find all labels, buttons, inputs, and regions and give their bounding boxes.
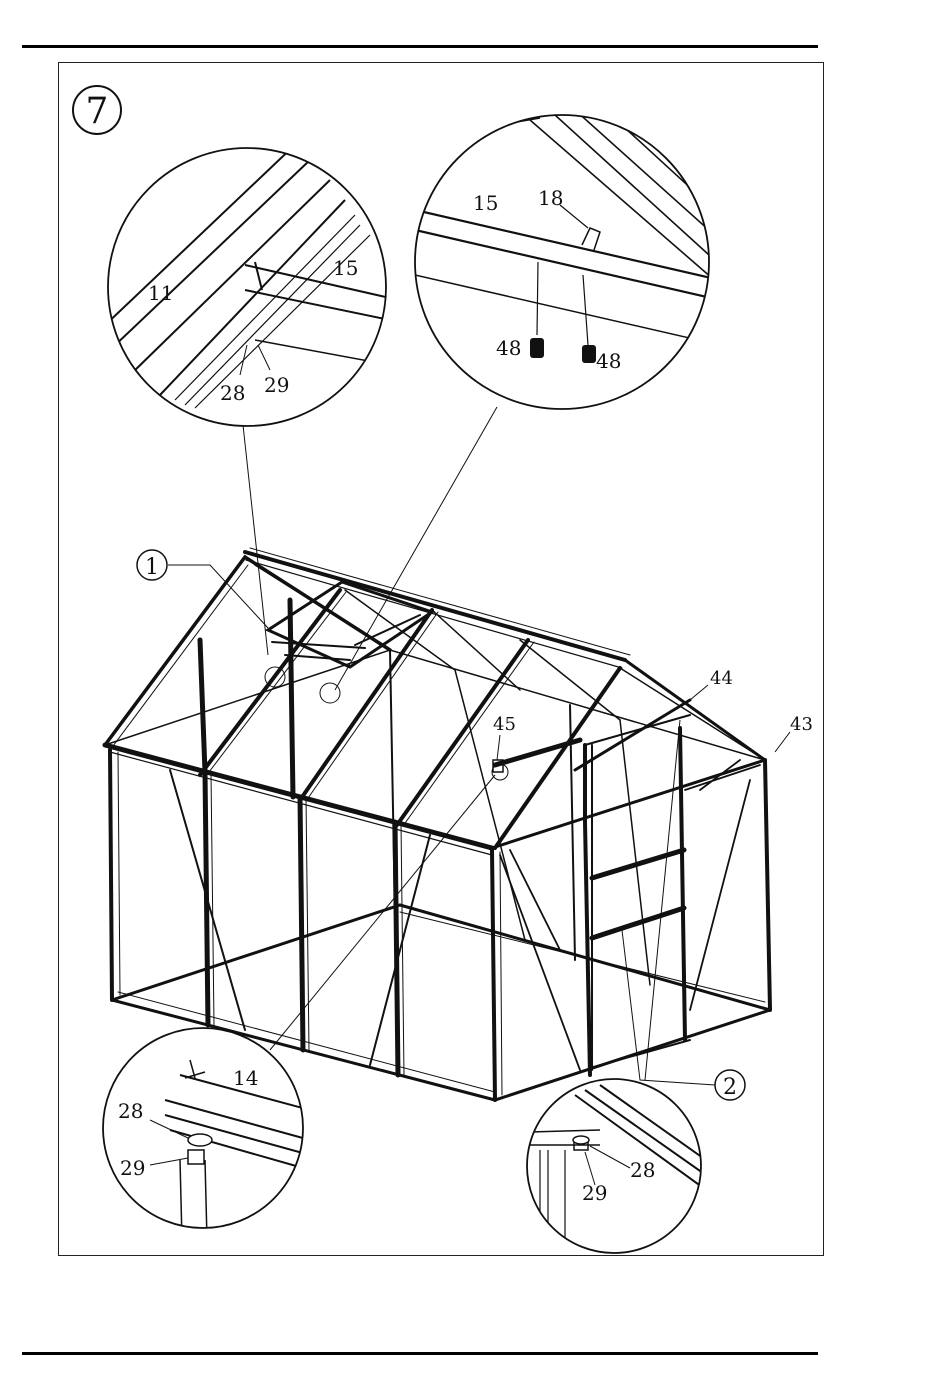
- step-number: 7: [85, 91, 109, 132]
- tr-label-15: 15: [473, 191, 499, 215]
- part-label-45: 45: [493, 714, 516, 735]
- part-label-43: 43: [790, 714, 813, 735]
- tr-label-18: 18: [538, 186, 564, 210]
- roof-vent-bar: [272, 642, 365, 660]
- ridge-top: [250, 548, 630, 655]
- bl-label-14: 14: [233, 1066, 259, 1090]
- eave-bracket: [495, 740, 580, 765]
- tl-label-29: 29: [264, 373, 290, 397]
- screw-icon: [530, 338, 544, 358]
- door-rails: [592, 850, 684, 938]
- ridge-bar-inner: [246, 560, 622, 668]
- door-bottom: [590, 1040, 690, 1068]
- tl-label-11: 11: [148, 281, 174, 305]
- leader-lines: [168, 407, 715, 1085]
- callout-bottom-right: [527, 1079, 720, 1260]
- bl-label-28: 28: [118, 1099, 144, 1123]
- marker-2-label: 2: [723, 1075, 737, 1100]
- part-label-44: 44: [710, 668, 733, 689]
- tr-label-48a: 48: [496, 336, 522, 360]
- door-frame: [585, 715, 690, 1070]
- detail-locators: [265, 667, 508, 780]
- marker-1: [137, 550, 167, 580]
- tl-label-15: 15: [333, 256, 359, 280]
- right-gable: [575, 660, 765, 770]
- bl-label-29: 29: [120, 1156, 146, 1180]
- br-label-28: 28: [630, 1158, 656, 1182]
- tl-label-28: 28: [220, 381, 246, 405]
- step-badge: [73, 86, 121, 134]
- marker-1-label: 1: [145, 555, 159, 580]
- marker-2: [715, 1070, 745, 1100]
- right-studs: [585, 728, 685, 1075]
- left-gable-inner: [113, 565, 248, 746]
- callout-top-left: [100, 140, 390, 426]
- tr-label-48b: 48: [596, 349, 622, 373]
- br-label-29: 29: [582, 1181, 608, 1205]
- side-eave: [492, 760, 765, 848]
- callout-bottom-left: [103, 1028, 310, 1240]
- front-rafters: [200, 590, 620, 848]
- callout-top-right: [415, 105, 720, 409]
- screw-icon: [582, 345, 596, 363]
